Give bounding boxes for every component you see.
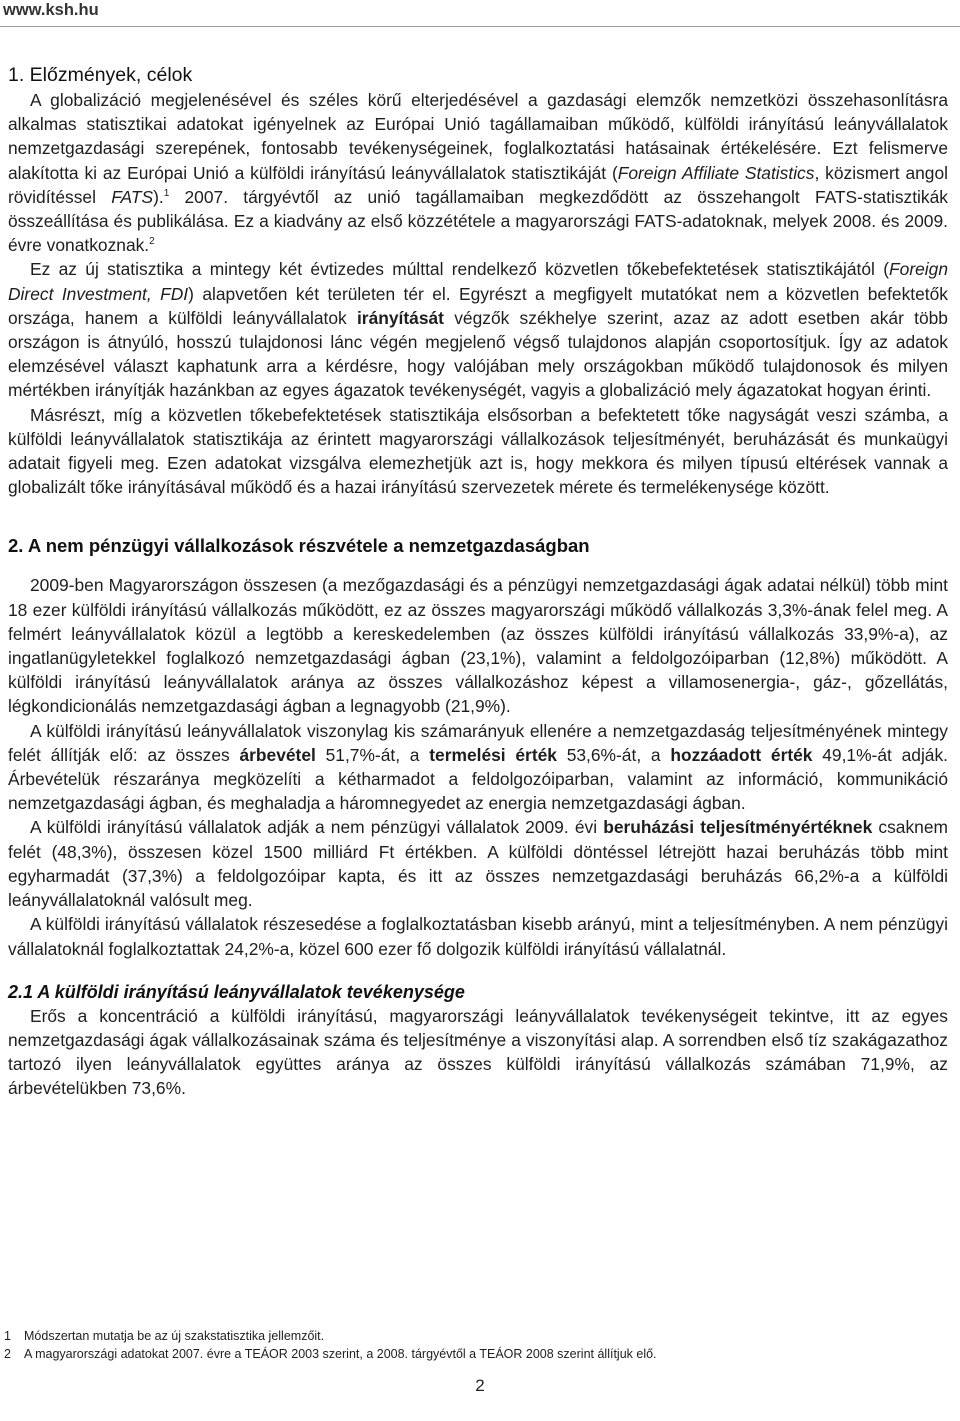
- footnote-ref-2[interactable]: 2: [149, 236, 155, 248]
- section-2-1-title: 2.1 A külföldi irányítású leányvállalatok tevékenysége: [8, 981, 465, 1002]
- section-2-1-paragraph-1: Erős a koncentráció a külföldi irányítású, magyarországi leányvállalatok tevékenységeit tekintve, itt az egyes nemzetgazdasági ágak vállalkozásainak száma és teljesítménye a viszonyítási alap. A sorrendben első tíz szakágazathoz tartozó ilyen leányvállalatok együttes aránya az összes külföldi irányítású vállalkozás számában 71,9%, az árbevételükben 73,6%.: [8, 1005, 948, 1099]
- section-2-paragraph-2: A külföldi irányítású leányvállalatok viszonylag kis számarányuk ellenére a nemzetgazdaság teljesítményének mintegy felét állítják elő: az összes árbevétel 51,7%-át, a termelési érték 53,6%-át, a hozzáadott érték 49,1%-át adják. Árbevételük részaránya megközelíti a kétharmadot a feldolgozóiparban, valamint az információ, kommunikáció nemzetgazdasági ágban, és meghaladja a háromnegyedet az energia nemzetgazdasági ágban.: [8, 720, 949, 814]
- footnote-2: 2 A magyarországi adatokat 2007. évre a TEÁOR 2003 szerint, a 2008. tárgyévtől a TEÁOR 2008 szerint állítjuk elő.: [4, 1347, 657, 1361]
- section-1-title: 1. Előzmények, célok: [8, 64, 193, 86]
- section-1-paragraph-1: A globalizáció megjelenésével és széles körű elterjedésével a gazdasági elemzők nemzetközi összehasonlításra alkalmas statisztikai adatokat igényelnek az Európai Unió tagállamaiban működő, külföldi irányítású leányvállalatok nemzetgazdasági szerepének, fontosabb tevékenységeinek, foglalkoztatási hatásainak értékelésére. Ezt felismerve alakította ki az Európai Unió a külföldi irányítású leányvállalatok statisztikáját (Foreign Affiliate Statistics, közismert angol rövidítéssel FATS).$^1$ 2007. tárgyévtől az unió tagállamaiban megkezdődött az összehangolt FATS-statisztikák összeállítása és publikálása. Ez a kiadvány az első közzététele a magyarországi FATS-adatoknak, melyek 2008. és 2009. évre vonatkoznak.$^2$: [8, 90, 948, 256]
- main-content: [8, 62, 948, 1101]
- footnotes: [4, 1327, 944, 1363]
- section-2-paragraph-4: A külföldi irányítású vállalatok részesedése a foglalkoztatásban kisebb arányú, mint a teljesítményben. A nem pénzügyi vállalatoknál foglalkoztattak 24,2%-a, közel 600 ezer fő dolgozik külföldi irányítású vállalatnál.: [8, 914, 948, 959]
- section-1-paragraph-2: Ez az új statisztika a mintegy két évtizedes múlttal rendelkező közvetlen tőkebefektetések statisztikájától (Foreign Direct Investment, FDI) alapvetően két területen tér el. Egyrészt a megfigyelt mutatókat nem a közvetlen befektetők országa, hanem a külföldi leányvállalatok irányítását végzők székhelye szerint, azaz az adott esetben akár több országon is átnyúló, hosszú tulajdonosi lánc végén megjelenő végső tulajdonos alapján csoportosítjuk. Így az adatok elemzésével választ kaphatunk arra a kérdésre, hogy valójában mely országokban működő tulajdonosok és milyen mértékben irányítják hazánkban az egyes ágazatok tevékenységét, vagyis a globalizáció mely ágazatokat hogyan érinti.: [8, 259, 949, 401]
- section-2-title: 2. A nem pénzügyi vállalkozások részvétele a nemzetgazdaságban: [8, 535, 590, 557]
- footnote-ref-1[interactable]: 1: [163, 188, 170, 200]
- section-2-paragraph-1: 2009-ben Magyarországon összesen (a mezőgazdasági és a pénzügyi nemzetgazdasági ágak adatai nélkül) több mint 18 ezer külföldi irányítású vállalkozás működött, ez az összes magyarországi működő vállalkozás 3,3%-ának felel meg. A felmért leányvállalatok közül a legtöbb a kereskedelemben (az összes külföldi irányítású vállalkozás 33,9%-a), az ingatlanügyletekkel foglalkozó nemzetgazdasági ágban (23,1%), valamint a feldolgozóiparban (12,8%) működött. A külföldi irányítású leányvállalatok aránya az összes vállalkozáshoz képest a villamosenergia-, gáz-, gőzellátás, légkondicionálás nemzetgazdasági ágban a legnagyobb (21,9%).: [8, 575, 948, 717]
- footnote-1: 1 Módszertan mutatja be az új szakstatisztika jellemzőit.: [4, 1329, 325, 1343]
- section-1-paragraph-3: Másrészt, míg a közvetlen tőkebefektetések statisztikája elsősorban a befektetett tőke nagyságát veszi számba, a külföldi leányvállalatok statisztikája az érintett magyarországi vállalkozások teljesítményét, beruházását és munkaügyi adatait figyeli meg. Ezen adatokat vizsgálva elemezhetjük azt is, hogy mekkora és milyen típusú eltérések vannak a globalizált tőke irányításával működő és a hazai irányítású szervezetek mérete és termelékenysége között.: [8, 404, 948, 498]
- section-2-paragraph-3: A külföldi irányítású vállalatok adják a nem pénzügyi vállalatok 2009. évi beruházási teljesítményértéknek csaknem felét (48,3%), összesen közel 1500 milliárd Ft értékben. A külföldi döntéssel létrejött hazai beruházás több mint egyharmadát (37,3%) a feldolgozóipar kapta, és itt az összes nemzetgazdasági beruházás 66,2%-a a külföldi leányvállalatoknál valósult meg.: [8, 817, 948, 911]
- site-link[interactable]: www.ksh.hu: [3, 1, 99, 19]
- page-header: [0, 0, 960, 27]
- page-number: 2: [475, 1376, 485, 1395]
